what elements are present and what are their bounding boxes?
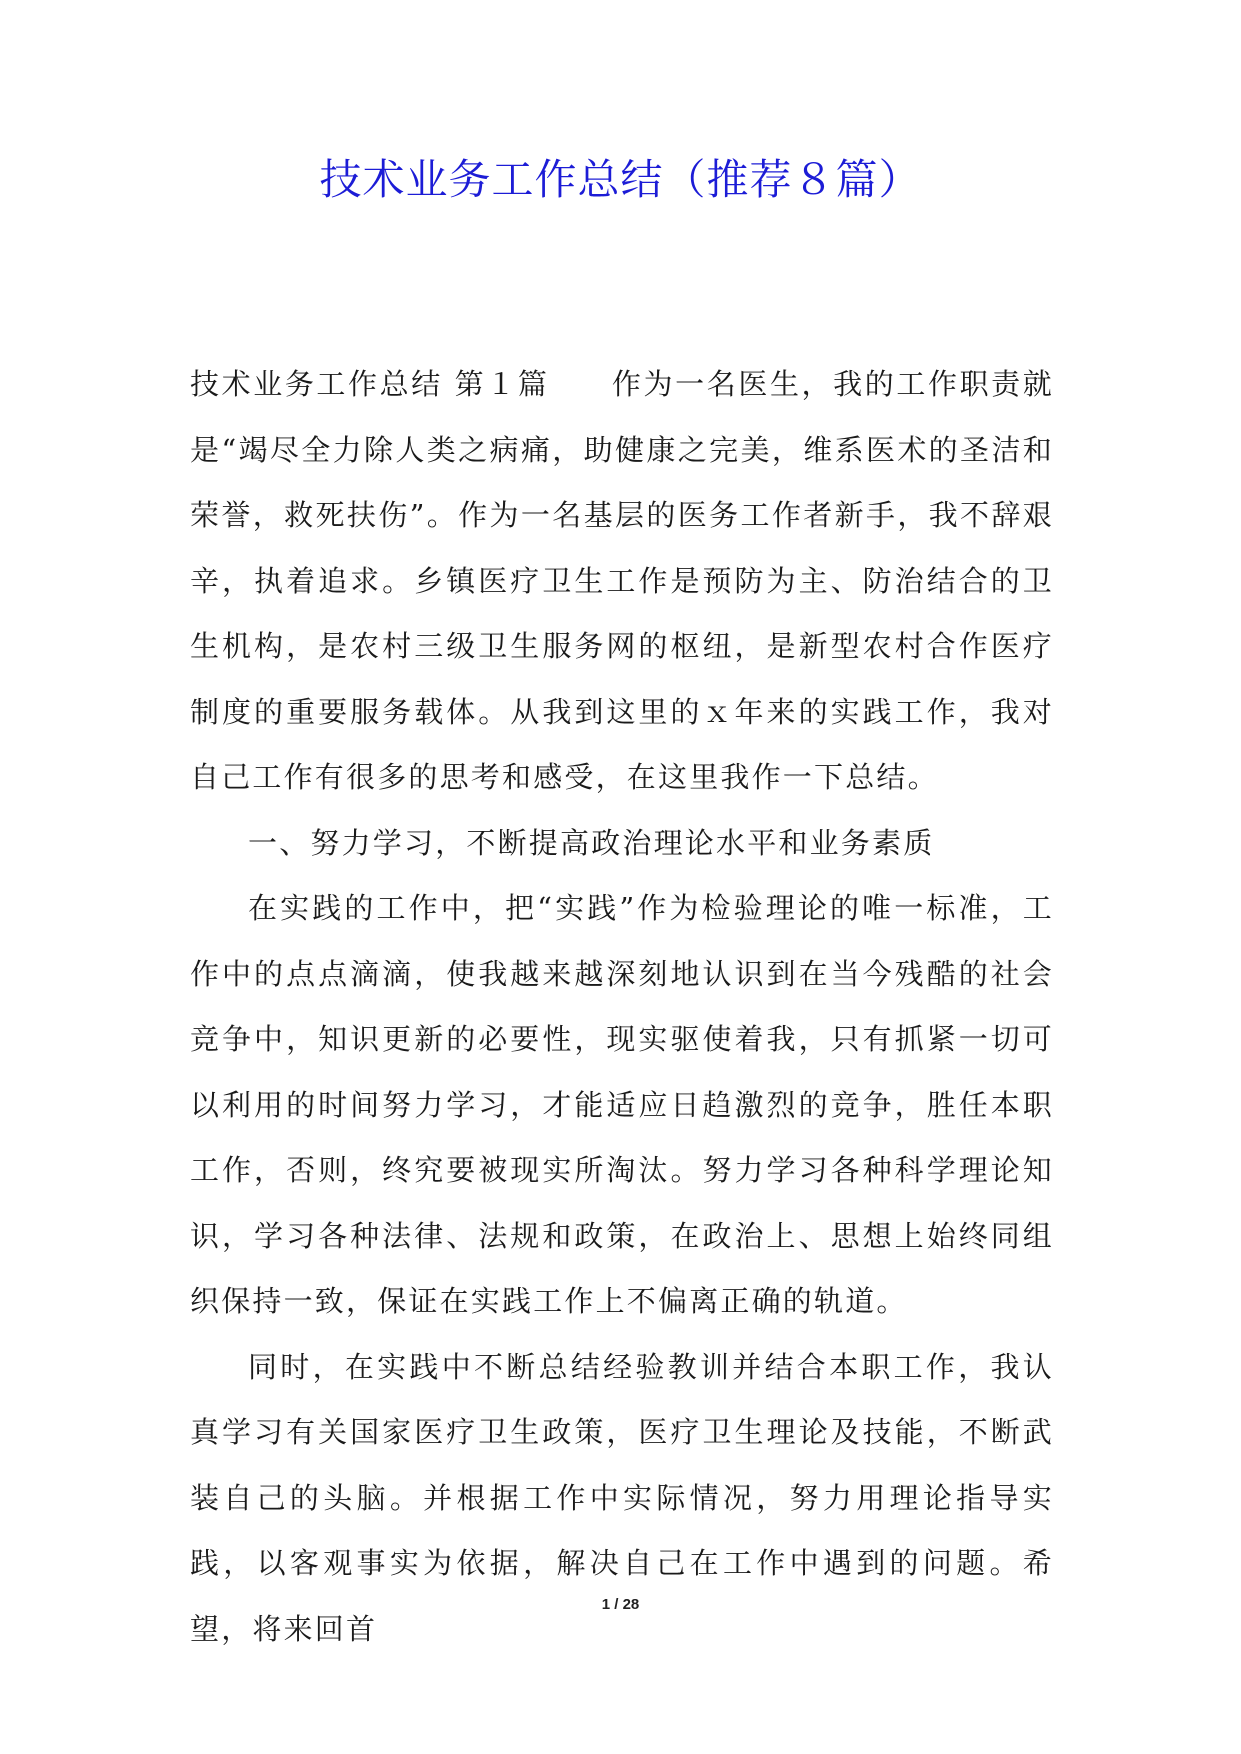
paragraph-2: 在实践的工作中，把“实践”作为检验理论的唯一标准，工作中的点点滴滴，使我越来越深刻地认识到在当今残酷的社会竞争中，知识更新的必要性，现实驱使着我，只有抓紧一切可以利用的时间努力学习，才能适应日趋激烈的竞争，胜任本职工作，否则，终究要被现实所淘汰。努力学习各种科学理论知识，学习各种法律、法规和政策，在政治上、思想上始终同组织保持一致，保证在实践工作上不偏离正确的轨道。 bbox=[190, 891, 1054, 1318]
document-title: 技术业务工作总结（推荐８篇） bbox=[319, 155, 922, 204]
page-number: 1 / 28 bbox=[601, 1596, 640, 1613]
paragraph-text: 作为一名医生，我的工作职责就是“竭尽全力除人类之病痛，助健康之完美，维系医术的圣洁和荣誉，救死扶伤”。作为一名基层的医务工作者新手，我不辞艰辛，执着追求。乡镇医疗卫生工作是预防为主、防治结合的卫生机构，是农村三级卫生服务网的枢纽，是新型农村合作医疗制度的重要服务载体。从我到这里的ｘ年来的实践工作，我对自己工作有很多的思考和感受，在这里我作一下总结。 bbox=[190, 367, 1054, 794]
paragraph-intro bbox=[190, 352, 1054, 811]
document-body bbox=[190, 352, 1054, 1662]
section-heading: 技术业务工作总结 第１篇 bbox=[190, 367, 550, 401]
paragraph-3: 同时，在实践中不断总结经验教训并结合本职工作，我认真学习有关国家医疗卫生政策，医疗卫生理论及技能，不断武装自己的头脑。并根据工作中实际情况，努力用理论指导实践，以客观事实为依据，解决自己在工作中遇到的问题。希望，将来回首 bbox=[190, 1349, 1054, 1646]
subheading-1: 一、努力学习，不断提高政治理论水平和业务素质 bbox=[248, 825, 935, 860]
